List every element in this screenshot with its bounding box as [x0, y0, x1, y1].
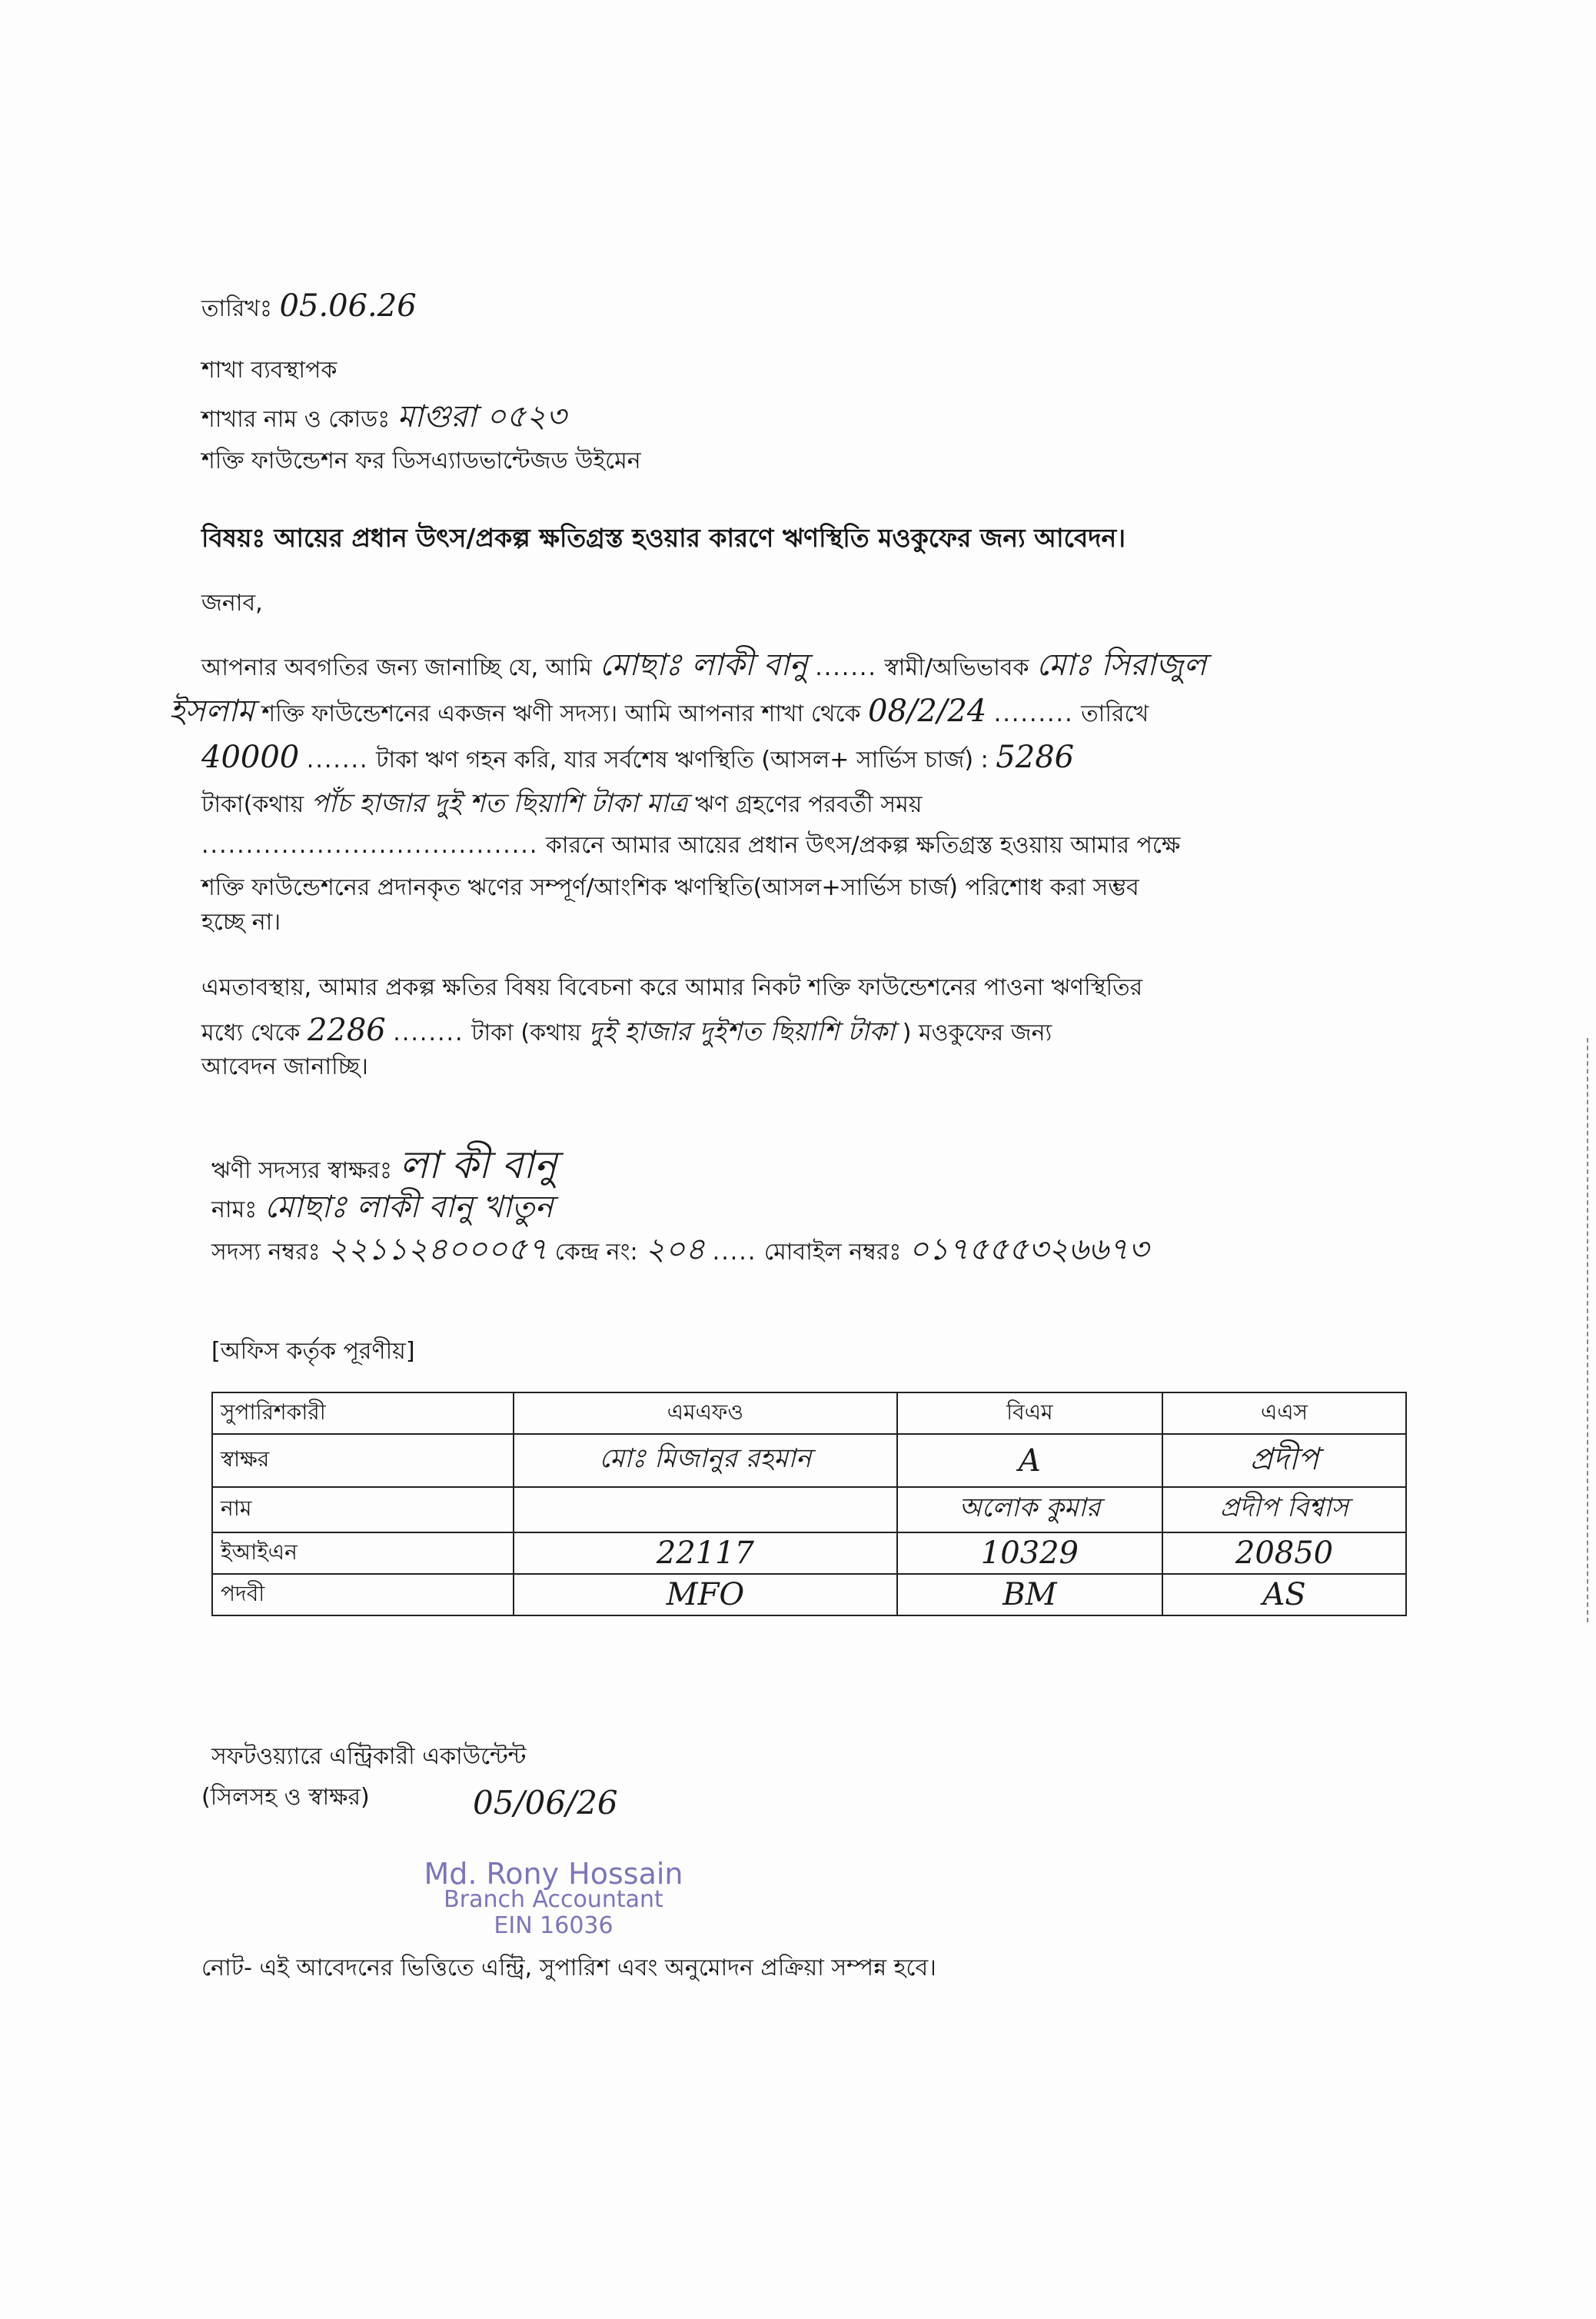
borrower-name: মোছাঃ লাকী বানু খাতুন: [264, 1189, 554, 1225]
body-text: শক্তি ফাউন্ডেশনের একজন ঋণী সদস্য। আমি আপনার শাখা থেকে: [261, 700, 861, 727]
borrower-signature-line: [211, 1143, 557, 1187]
body-text: তারিখে: [1081, 700, 1149, 727]
table-row-ein: [212, 1532, 1406, 1574]
salutation: জনাব,: [201, 590, 263, 617]
date-line: [201, 288, 417, 324]
body-line-8: এমতাবস্থায়, আমার প্রকল্প ক্ষতির বিষয় বিবেচনা করে আমার নিকট শক্তি ফাউন্ডেশনের পাওনা ঋণস্থিতির: [201, 974, 1143, 1001]
as-ein: 20850: [1162, 1532, 1406, 1574]
body-line-2: [169, 696, 1149, 730]
body-text: টাকা(কথায়: [201, 791, 304, 818]
scan-edge-marks: [1587, 1038, 1596, 1622]
name-label: নামঃ: [211, 1196, 258, 1223]
mobile-number: ০১৭৫৫৫৩২৬৬৭৩: [908, 1232, 1149, 1267]
branch-value: মাগুরা ০৫২৩: [397, 399, 567, 434]
table-row-name: [212, 1487, 1406, 1532]
balance-in-words: পাঁচ হাজার দুই শত ছিয়াশি টাকা মাত্র: [311, 788, 688, 819]
office-approval-table: [211, 1392, 1407, 1616]
body-text: ঋণ গ্রহণের পরবর্তী সময়: [695, 791, 923, 818]
header-as: এএস: [1162, 1392, 1406, 1434]
dotted-fill: .........: [993, 700, 1074, 727]
accountant-line-1: সফটওয়্যারে এন্ট্রিকারী একাউন্টেন্ট: [211, 1743, 527, 1770]
bm-designation: BM: [897, 1574, 1162, 1615]
footer-note: নোট- এই আবেদনের ভিত্তিতে এন্ট্রি, সুপারিশ এবং অনুমোদন প্রক্রিয়া সম্পন্ন হবে।: [201, 1955, 936, 1981]
header-bm: বিএম: [897, 1392, 1162, 1434]
body-text: কারনে আমার আয়ের প্রধান উৎস/প্রকল্প ক্ষতিগ্রস্ত হওয়ায় আমার পক্ষে: [545, 832, 1181, 859]
stamp-name: Md. Rony Hossain: [424, 1857, 683, 1891]
center-number: ২০৪: [645, 1232, 706, 1267]
applicant-name: মোছাঃ লাকী বানু: [599, 647, 808, 683]
body-text: টাকা ঋণ গহন করি, যার সর্বশেষ ঋণস্থিতি (আসল+ সার্ভিস চার্জ) :: [376, 747, 989, 774]
mfo-designation: MFO: [514, 1574, 897, 1615]
body-text: টাকা (কথায়: [471, 1020, 581, 1046]
mobile-label: মোবাইল নম্বরঃ: [763, 1239, 902, 1266]
body-line-6: শক্তি ফাউন্ডেশনের প্রদানকৃত ঋণের সম্পূর্ণ/আংশিক ঋণস্থিতি(আসল+সার্ভিস চার্জ) পরিশোধ করা সম্ভব: [201, 874, 1139, 901]
mfo-ein: 22117: [514, 1532, 897, 1574]
member-number: ২২১১২৪০০০৫৭: [328, 1232, 548, 1267]
branch-line: [201, 401, 566, 435]
stamp-ein: EIN 16036: [494, 1912, 613, 1939]
body-text: মধ্যে থেকে: [201, 1020, 301, 1046]
dotted-fill: ......................................: [201, 832, 539, 859]
borrower-signature: লা কী বানু: [399, 1143, 557, 1187]
bm-signature: A: [897, 1434, 1162, 1487]
dotted-fill: .......: [815, 654, 877, 681]
loan-date: 08/2/24: [868, 694, 987, 729]
branch-label: শাখার নাম ও কোডঃ: [201, 406, 391, 433]
bm-name: অলোক কুমার: [897, 1487, 1162, 1532]
office-use-caption: [অফিস কর্তৃক পূরণীয়]: [211, 1338, 415, 1365]
as-signature: প্রদীপ: [1162, 1434, 1406, 1487]
row-label: স্বাক্ষর: [212, 1434, 514, 1487]
member-number-label: সদস্য নম্বরঃ: [211, 1239, 321, 1266]
loan-balance: 5286: [996, 740, 1075, 775]
as-name: প্রদীপ বিশ্বাস: [1162, 1487, 1406, 1532]
body-line-4: [201, 788, 922, 820]
borrower-name-line: [211, 1189, 554, 1226]
body-line-9: [201, 1015, 1052, 1049]
body-line-7: হচ্ছে না।: [201, 909, 281, 936]
stamp-title: Branch Accountant: [444, 1886, 663, 1913]
accountant-signature: 05/06/26: [473, 1784, 618, 1822]
body-line-5: [201, 830, 1180, 861]
dotted-fill: ........: [393, 1020, 464, 1046]
header-mfo: এমএফও: [514, 1392, 897, 1434]
subject-line: বিষয়ঃ আয়ের প্রধান উৎস/প্রকল্প ক্ষতিগ্রস্ত হওয়ার কারণে ঋণস্থিতি মওকুফের জন্য আবেদন।: [201, 523, 1126, 553]
dotted-fill: .......: [306, 747, 369, 774]
row-label: ইআইএন: [212, 1532, 514, 1574]
addressee-line: শাখা ব্যবস্থাপক: [201, 357, 337, 384]
member-info-line: [211, 1234, 1149, 1268]
accountant-line-2: (সিলসহ ও স্বাক্ষর): [201, 1784, 370, 1811]
body-text: স্বামী/অভিভাবক: [884, 654, 1029, 681]
date-label: তারিখঃ: [201, 295, 272, 322]
loan-amount: 40000: [201, 740, 300, 775]
body-text: আপনার অবগতির জন্য জানাচ্ছি যে, আমি: [201, 654, 592, 681]
as-designation: AS: [1162, 1574, 1406, 1615]
guardian-name: মোঃ সিরাজুল: [1036, 647, 1207, 683]
table-row-signature: [212, 1434, 1406, 1487]
mfo-signature: মোঃ মিজানুর রহমান: [514, 1434, 897, 1487]
bm-ein: 10329: [897, 1532, 1162, 1574]
body-line-10: আবেদন জানাচ্ছি।: [201, 1053, 368, 1080]
row-label: পদবী: [212, 1574, 514, 1615]
waive-amount: 2286: [307, 1013, 386, 1048]
body-line-3: [201, 742, 1074, 776]
body-line-1: [201, 647, 1207, 684]
body-text: ) মওকুফের জন্য: [902, 1020, 1052, 1046]
mfo-name: [514, 1487, 897, 1532]
organization-line: শক্তি ফাউন্ডেশন ফর ডিসএ্যাডভান্টেজড উইমেন: [201, 447, 641, 474]
row-label: নাম: [212, 1487, 514, 1532]
table-header-row: [212, 1392, 1406, 1434]
dotted-fill: .....: [712, 1239, 757, 1266]
date-value: 05.06.26: [279, 288, 417, 324]
guardian-name-cont: ইসলাম: [169, 694, 254, 729]
center-label: কেন্দ্র নং:: [554, 1239, 638, 1266]
waive-amount-in-words: দুই হাজার দুইশত ছিয়াশি টাকা: [588, 1016, 896, 1047]
table-row-designation: [212, 1574, 1406, 1615]
signature-label: ঋণী সদস্যর স্বাক্ষরঃ: [211, 1157, 392, 1184]
header-recommender: সুপারিশকারী: [212, 1392, 514, 1434]
accountant-stamp: [400, 1857, 707, 1939]
